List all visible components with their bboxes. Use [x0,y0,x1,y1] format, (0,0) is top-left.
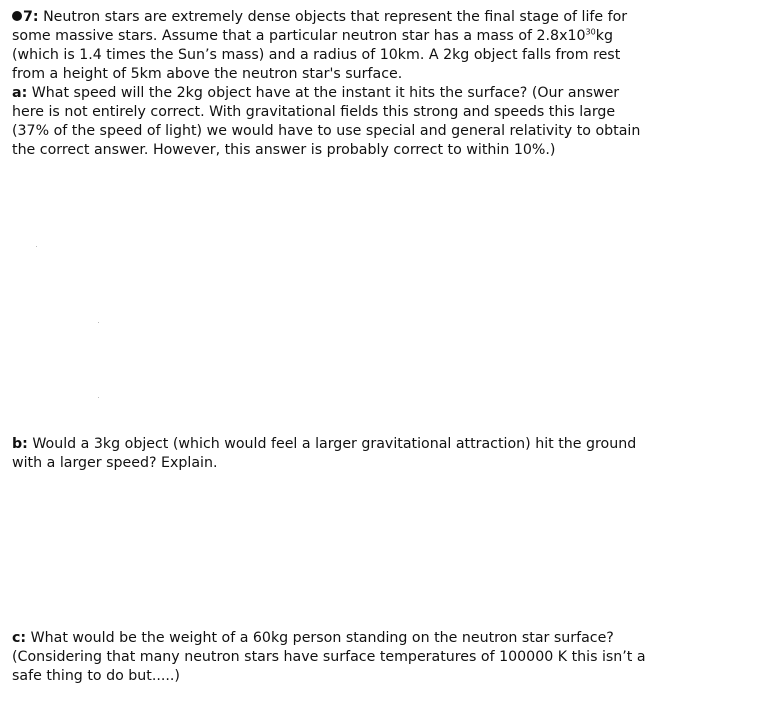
problem-line-1 [12,8,742,27]
part-a-line-3: (37% of the speed of light) we would have to use special and general relativity to obtain [12,123,641,139]
part-a-line-2: here is not entirely correct. With gravitational fields this strong and speeds this large [12,104,616,120]
part-c-label: c: [12,630,27,646]
part-b-text-1: Would a 3kg object (which would feel a larger gravitational attraction) hit the ground [32,436,637,452]
part-c [12,629,742,686]
problem-intro-text-1: Neutron stars are extremely dense objects that represent the final stage of life for [43,9,628,25]
part-a-text-1: What speed will the 2kg object have at the instant it hits the surface? (Our answer [31,85,620,101]
part-c-line-2: (Considering that many neutron stars have surface temperatures of 100000 K this isn’t a [12,649,646,665]
bullet-icon [12,11,22,21]
part-a-line-1 [12,84,742,103]
part-c-line-3: safe thing to do but.....) [12,668,180,684]
scan-speck [98,397,99,398]
part-a-line-4: the correct answer. However, this answer is probably correct to within 10%.) [12,142,556,158]
part-b-label: b: [12,436,28,452]
part-b [12,435,742,473]
problem-number: 7: [23,9,39,25]
mass-exponent: 30 [585,27,596,37]
part-b-line-2: with a larger speed? Explain. [12,455,218,471]
problem-line-2 [12,27,742,46]
part-c-text-1: What would be the weight of a 60kg person standing on the neutron star surface? [30,630,614,646]
part-b-line-1 [12,435,742,454]
problem-intro-text-2: some massive stars. Assume that a particular neutron star has a mass of 2.8x10 [12,28,586,44]
scan-speck [98,322,99,323]
problem-line-4: from a height of 5km above the neutron star's surface. [12,66,403,82]
problem-statement [12,8,742,84]
part-c-line-1 [12,629,742,648]
problem-line-3: (which is 1.4 times the Sun’s mass) and a radius of 10km. A 2kg object falls from rest [12,47,621,63]
mass-unit: kg [595,28,613,44]
part-a-label: a: [12,85,28,101]
part-a [12,84,742,160]
scan-speck [36,246,37,247]
